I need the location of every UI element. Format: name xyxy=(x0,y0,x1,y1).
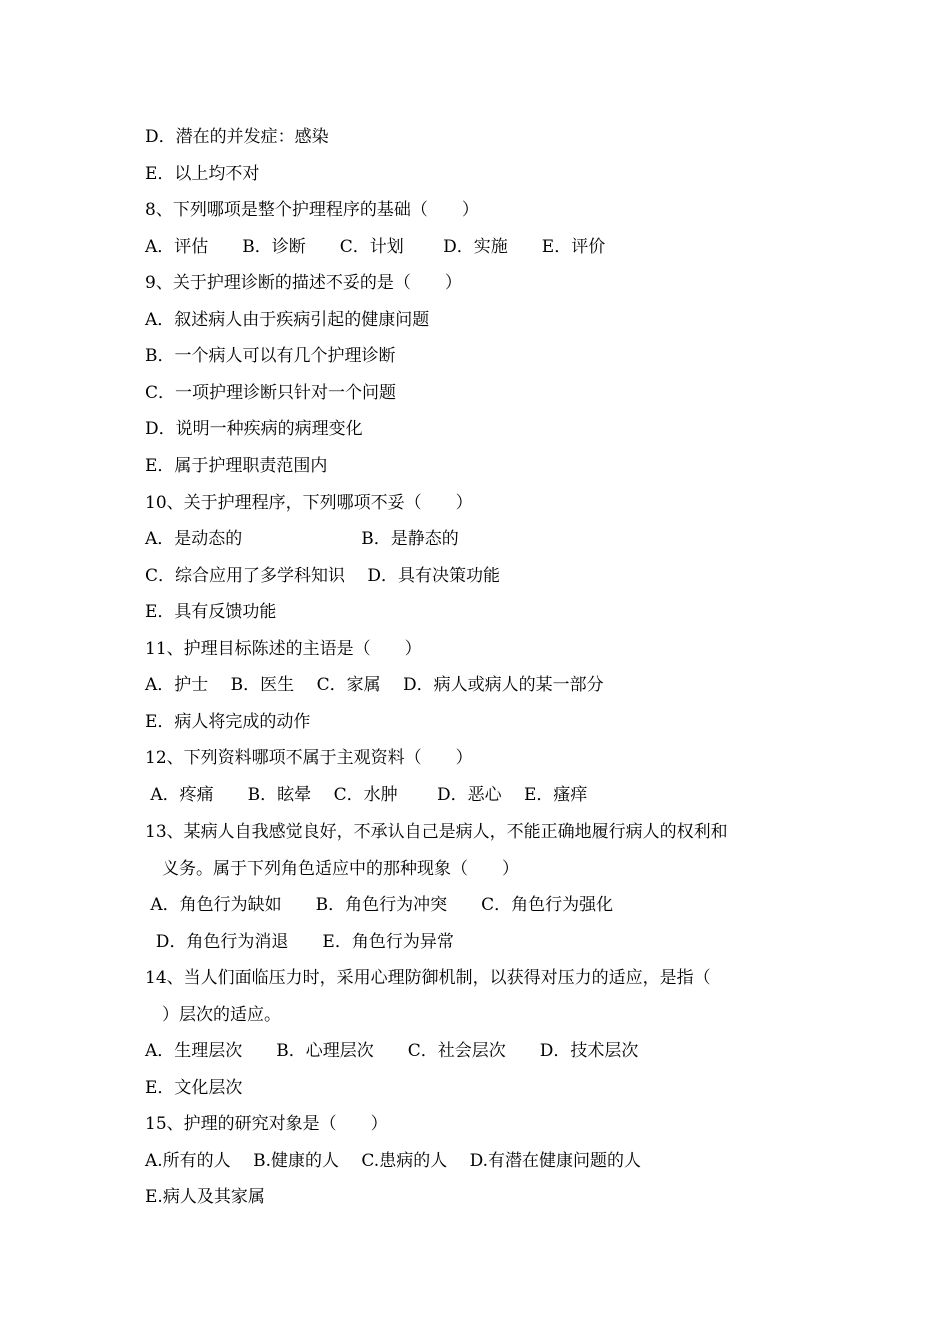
text-line: E．具有反馈功能 xyxy=(145,602,277,622)
text-line: A.所有的人 B.健康的人 C.患病的人 D.有潜在健康问题的人 xyxy=(145,1151,642,1171)
text-line: A．是动态的 B．是静态的 xyxy=(145,529,459,549)
question-13: 13、某病人自我感觉良好，不承认自己是病人，不能正确地履行病人的权利和 xyxy=(145,822,728,842)
text-line: C．综合应用了多学科知识 D．具有决策功能 xyxy=(145,566,501,586)
text-line: B．一个病人可以有几个护理诊断 xyxy=(145,346,396,366)
question-10: 10、关于护理程序，下列哪项不妥（ ） xyxy=(145,493,473,513)
text-line: 义务。属于下列角色适应中的那种现象（ ） xyxy=(145,859,519,879)
text-line: E.病人及其家属 xyxy=(145,1187,265,1207)
text-line: E．病人将完成的动作 xyxy=(145,712,311,732)
text-line: A．护士 B．医生 C．家属 D．病人或病人的某一部分 xyxy=(145,675,604,695)
text-line: A．疼痛 B．眩晕 C．水肿 D．恶心 E．瘙痒 xyxy=(145,785,588,805)
question-15: 15、护理的研究对象是（ ） xyxy=(145,1114,388,1134)
text-line: E．文化层次 xyxy=(145,1078,243,1098)
question-9: 9、关于护理诊断的描述不妥的是（ ） xyxy=(145,273,462,293)
text-line: A．评估 B．诊断 C．计划 D．实施 E．评价 xyxy=(145,237,606,257)
question-8: 8、下列哪项是整个护理程序的基础（ ） xyxy=(145,200,479,220)
question-11: 11、护理目标陈述的主语是（ ） xyxy=(145,639,422,659)
text-line: D．角色行为消退 E．角色行为异常 xyxy=(145,932,454,952)
text-line: ）层次的适应。 xyxy=(145,1005,281,1025)
text-line: C．一项护理诊断只针对一个问题 xyxy=(145,383,397,403)
text-line: E．以上均不对 xyxy=(145,164,260,184)
text-line: A．角色行为缺如 B．角色行为冲突 C．角色行为强化 xyxy=(145,895,614,915)
question-12: 12、下列资料哪项不属于主观资料（ ） xyxy=(145,748,473,768)
text-line: A．叙述病人由于疾病引起的健康问题 xyxy=(145,310,430,330)
question-14: 14、当人们面临压力时，采用心理防御机制，以获得对压力的适应，是指（ xyxy=(145,968,711,988)
text-line: D．说明一种疾病的病理变化 xyxy=(145,419,363,439)
text-line: E．属于护理职责范围内 xyxy=(145,456,328,476)
text-line: D．潜在的并发症：感染 xyxy=(145,127,329,147)
text-line: A．生理层次 B．心理层次 C．社会层次 D．技术层次 xyxy=(145,1041,639,1061)
